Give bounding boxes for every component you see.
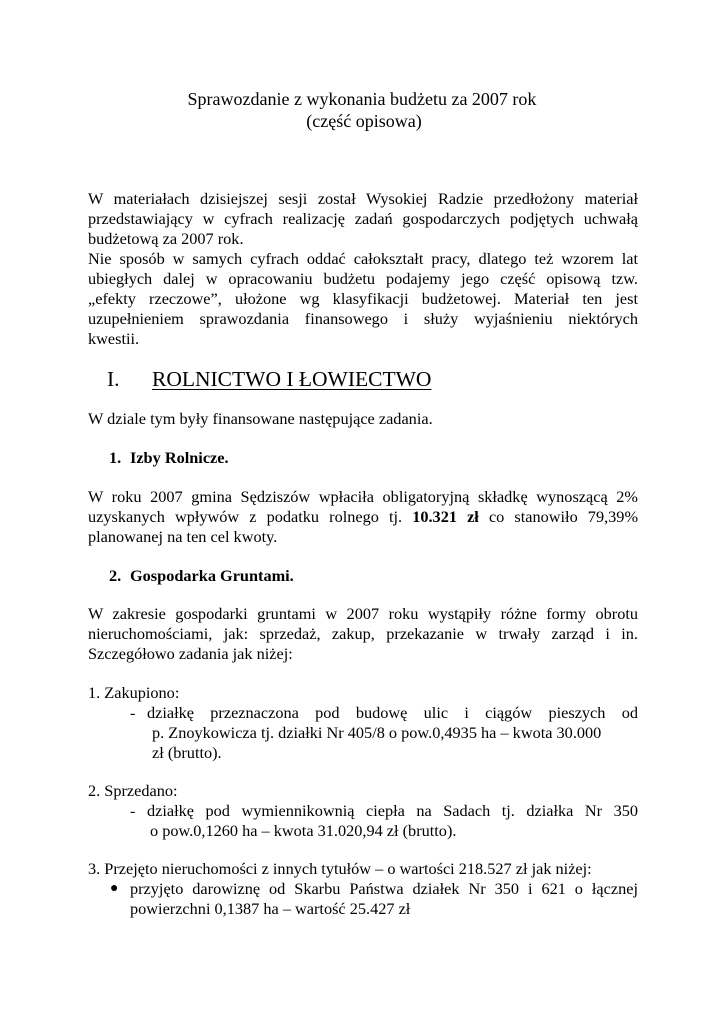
title-line-2: (część opisowa) xyxy=(306,111,422,131)
item-zakupiono-label: 1. Zakupiono: xyxy=(88,683,180,702)
bullet-icon: ● xyxy=(110,881,119,896)
intro-paragraph-1 xyxy=(88,189,638,249)
item-przejeto-bullet xyxy=(110,879,638,919)
section-1-paragraph xyxy=(88,487,638,547)
section-1-line-1: W roku 2007 gmina Sędziszów wpłaciła obligatoryjną składkę wynoszącą 2% xyxy=(88,487,638,506)
bullet-1-line-1: przyjęto darowiznę od Skarbu Państwa działek Nr 350 i 621 o łącznej xyxy=(130,879,638,898)
section-1-line-2: uzyskanych wpływów z podatku rolnego tj. 10.321 zł co stanowiło 79,39% xyxy=(88,507,639,526)
intro-p1-line-1: W materiałach dzisiejszej sesji został Wysokiej Radzie przedłożony materiał xyxy=(88,189,638,208)
dash-marker: - xyxy=(130,801,136,820)
section-1-heading xyxy=(109,448,229,468)
item-sprzedano-detail xyxy=(130,801,638,841)
item-przejeto-label: 3. Przejęto nieruchomości z innych tytułów – o wartości 218.527 zł jak niżej: xyxy=(88,859,592,878)
section-1-line-3: planowanej na ten cel kwoty. xyxy=(88,527,278,546)
intro-p2-line-1: Nie sposób w samych cyfrach oddać całokształt pracy, dlatego też wzorem lat xyxy=(88,249,638,268)
sprzedano-line-1: działkę pod wymiennikownią ciepła na Sadach tj. działka Nr 350 xyxy=(147,801,638,820)
section-2-title: Gospodarka Gruntami. xyxy=(130,566,294,585)
item-sprzedano-label: 2. Sprzedano: xyxy=(88,781,178,800)
chapter-heading xyxy=(107,366,431,392)
section-2-line-1: W zakresie gospodarki gruntami w 2007 roku wystąpiły różne formy obrotu xyxy=(88,604,638,623)
chapter-number: I. xyxy=(107,367,120,391)
intro-p1-line-2: przedstawiający w cyfrach realizację zadań gospodarczych podjętych uchwałą xyxy=(88,209,638,228)
section-2-line-3: Szczegółowo zadania jak niżej: xyxy=(88,644,293,663)
bullet-1-line-2: powierzchni 0,1387 ha – wartość 25.427 zł xyxy=(130,899,411,918)
intro-p2-line-3: „efekty rzeczowe”, ułożone wg klasyfikacji budżetowej. Materiał ten jest xyxy=(88,289,638,308)
chapter-intro: W dziale tym były finansowane następujące zadania. xyxy=(88,409,433,428)
intro-paragraph-2 xyxy=(88,249,638,349)
section-2-paragraph xyxy=(88,604,638,664)
section-2-line-2: nieruchomościami, jak: sprzedaż, zakup, przekazanie w trwały zarząd i in. xyxy=(88,624,638,643)
intro-p1-line-3: budżetową za 2007 rok. xyxy=(88,229,244,248)
zakupiono-line-1: działkę przeznaczona pod budowę ulic i ciągów pieszych od xyxy=(147,703,638,722)
title-line-1: Sprawozdanie z wykonania budżetu za 2007 rok xyxy=(187,89,537,109)
section-1-title: Izby Rolnicze. xyxy=(130,448,229,467)
section-2-heading xyxy=(109,566,294,586)
intro-p2-line-2: ubiegłych dalej w opracowaniu budżetu podajemy jego część opisową tzw. xyxy=(88,269,638,288)
dash-marker: - xyxy=(130,703,136,722)
intro-p2-line-4: uzupełnieniem sprawozdania finansowego i służy wyjaśnieniu niektórych xyxy=(88,309,638,328)
intro-p2-line-5: kwestii. xyxy=(88,329,140,348)
zakupiono-line-2: p. Znoykowicza tj. działki Nr 405/8 o pow.0,4935 ha – kwota 30.000 xyxy=(152,723,602,742)
item-zakupiono-detail xyxy=(130,703,638,763)
zakupiono-line-3: zł (brutto). xyxy=(152,743,222,762)
section-2-number: 2. xyxy=(109,566,122,585)
sprzedano-line-2: o pow.0,1260 ha – kwota 31.020,94 zł (brutto). xyxy=(150,821,457,840)
document-title xyxy=(0,88,724,132)
section-1-number: 1. xyxy=(109,448,122,467)
chapter-title: ROLNICTWO I ŁOWIECTWO xyxy=(152,367,432,391)
section-1-amount: 10.321 zł xyxy=(412,507,479,526)
